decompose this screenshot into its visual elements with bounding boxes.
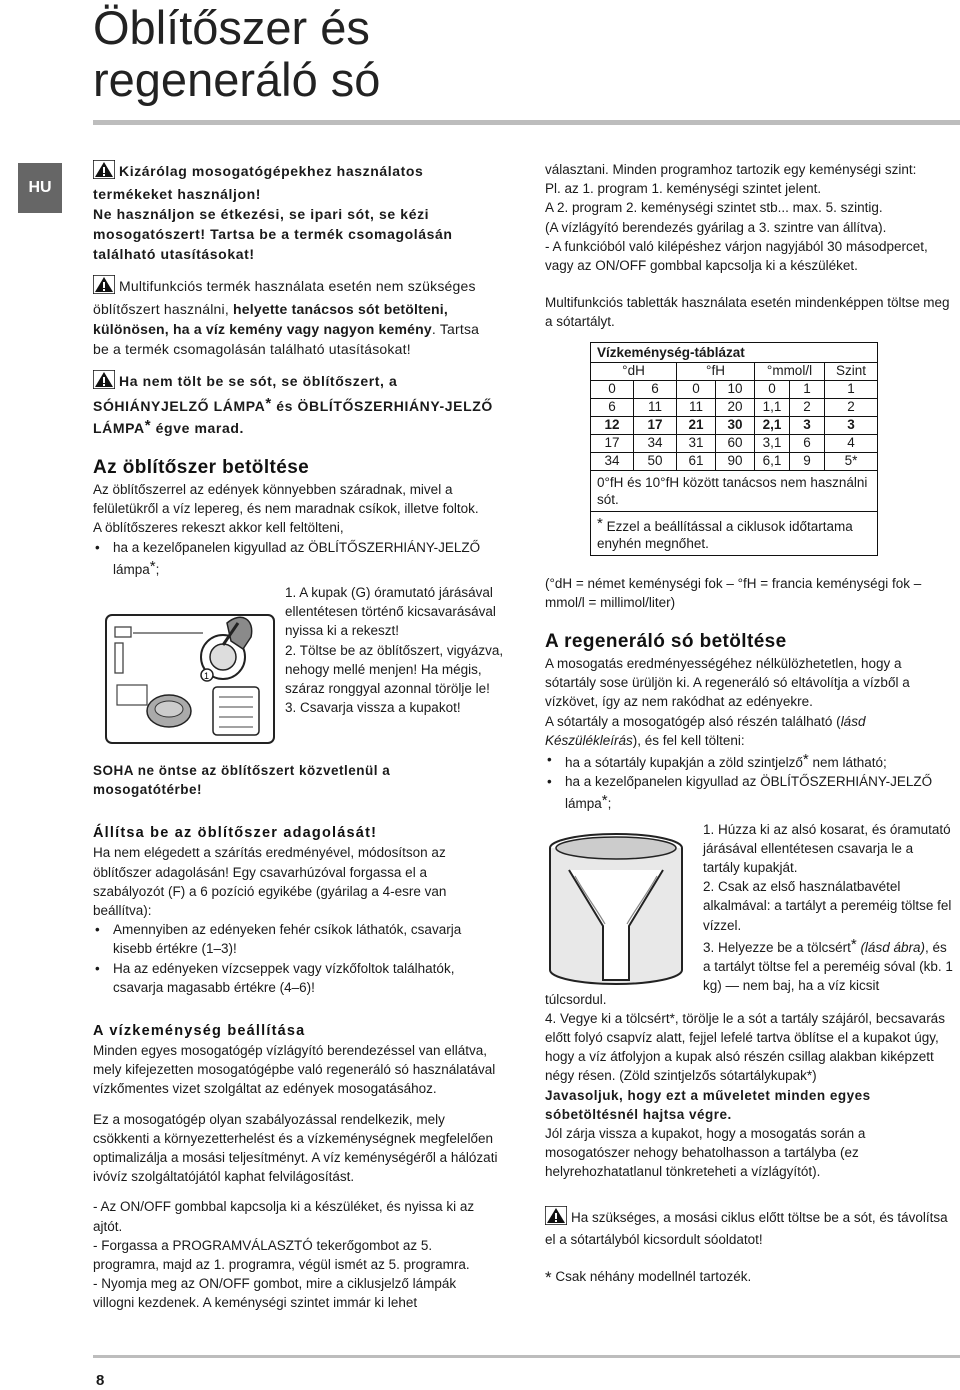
salt-paragraph-2 (545, 712, 952, 750)
table-row (591, 399, 877, 417)
warning-2-text-b: helyette tanácsos sót betölteni, különösen, ha a víz kemény vagy nagyon kemény (93, 301, 448, 337)
warning-2-text-a: Multifunkciós termék használata esetén nem szükséges öblítőszert használni, (93, 278, 476, 317)
cell: 21 (677, 417, 716, 434)
cell: 9 (790, 453, 825, 470)
recommendation: Javasoljuk, hogy ezt a műveletet minden egyes sóbetöltésnél hajtsa végre. (545, 1087, 871, 1122)
title-line-1: Öblítőszer és (93, 1, 370, 54)
rinse-aid-steps (285, 583, 505, 717)
asterisk: * (601, 792, 608, 810)
multi-tablet-note: Multifunkciós tabletták használata esetén mindenképpen töltse meg a sótartályt. (545, 295, 950, 330)
cell: 61 (677, 453, 716, 470)
cell: 1 (847, 380, 855, 396)
asterisk: * (149, 557, 156, 575)
step-2: 2. Töltse be az öblítőszert, vigyázva, nehogy mellé menjen! Ha mégis, száraz ronggyal azonnal törölje le! (285, 642, 504, 697)
table-row (591, 453, 877, 471)
asterisk: * (265, 395, 272, 412)
units-note: (°dH = német keménységi fok – °fH = francia keménységi fok – mmol/l = millimol/liter) (545, 575, 922, 610)
water-hardness-heading: A vízkeménység beállítása (93, 1023, 306, 1040)
page-title (93, 2, 793, 106)
overflow-text: túlcsordul. (545, 991, 607, 1007)
cell: 2 (847, 398, 855, 414)
cell: 0 (677, 381, 716, 398)
water-hardness-paragraph-1: Minden egyes mosogatógép vízlágyító berendezéssel van ellátva, mely kifejezetten mosogatógépbe való regeneráló só használatával vízkőmentes vizet szolgáltat az edények mosogatásához. (93, 1043, 496, 1097)
table-row (591, 381, 877, 399)
warning-3-text-b: és ÖBLÍTŐSZERHIÁNY-JELZŐ LÁMPA (93, 398, 493, 436)
cell: 30 (716, 417, 755, 434)
salt-bullets (545, 750, 952, 814)
cell: 17 (634, 417, 677, 434)
cell: 3 (790, 417, 825, 434)
list-item (545, 772, 952, 813)
cell: 6 (634, 381, 677, 398)
list-item (93, 538, 498, 579)
table-row (591, 435, 877, 453)
cell: 0 (755, 381, 790, 398)
step-1: 1. A kupak (G) óramutató járásával ellentétesen történő kicsavarásával nyissa ki a rekeszt! (285, 585, 496, 639)
right-column (545, 160, 952, 1286)
note-2-text: Ezzel a beállítással a ciklusok időtartama enyhén megnőhet. (597, 518, 853, 551)
salt-step-1: 1. Húzza ki az alsó kosarat, és óramutató járásával ellentétesen csavarja le a tartály kupakját. (703, 821, 951, 876)
salt-p2-italic: lásd Készülékleírás (545, 713, 866, 748)
header-fh: °fH (677, 363, 755, 380)
warning-block-3 (93, 370, 498, 438)
hardness-table (590, 342, 878, 556)
salt-bullet-2-end: ; (607, 796, 612, 812)
left-column (93, 160, 504, 1313)
svg-text:1: 1 (204, 671, 210, 682)
cell: 6,1 (755, 453, 790, 470)
cell: 34 (591, 453, 634, 470)
warning-icon (93, 160, 115, 184)
cell: 20 (716, 399, 755, 416)
cell: 34 (634, 435, 677, 452)
warning-block-2 (93, 275, 498, 359)
close-cap-note: Jól zárja vissza a kupakot, hogy a mosogatás során a mosogatószer nehogy behatolhasson a tartályba (ez helyrehozhatatlanul tönkreteheti a vízlágyítót). (545, 1126, 866, 1180)
asterisk: * (850, 935, 857, 953)
asterisk: * (597, 514, 603, 532)
intro-line-4: (A vízlágyító berendezés gyárilag a 3. szintre van állítva). (545, 219, 887, 235)
salt-step-3-b: , és a tartályt töltse fel a pereméig sóval (kb. 1 kg) — nem baj, ha a víz kicsit (703, 939, 953, 994)
cell: 2 (790, 399, 825, 416)
never-pour-note: SOHA ne öntse az öblítőszert közvetlenül a mosogatótérbe! (93, 763, 391, 798)
cell: 11 (634, 399, 677, 416)
header-dh: °dH (591, 363, 677, 380)
warning-1-line-1: Kizárólag mosogatógépekhez használatos termékeket használjon! (93, 163, 424, 202)
hardness-step-2: - Forgassa a PROGRAMVÁLASZTÓ tekerőgombot az 5. programra, majd az 1. programra, végül ismét az 5. programra. (93, 1237, 470, 1273)
asterisk: * (802, 751, 809, 769)
intro-line-2: Pl. az 1. program 1. keménységi szintet jelent. (545, 181, 822, 197)
cell: 90 (716, 453, 755, 470)
table-row-default (591, 417, 877, 435)
language-tab: HU (18, 163, 62, 213)
salt-paragraph-1: A mosogatás eredményességéhez nélkülözhetetlen, hogy a sótartály sose ürüljön ki. A regeneráló só eltávolítja a vízből a vízkövet, így az nem rakódhat az edényekre. (545, 656, 910, 710)
title-rule (93, 120, 960, 125)
asterisk: * (144, 417, 152, 434)
salt-heading: A regeneráló só betöltése (545, 631, 787, 653)
cell: 0 (591, 381, 634, 398)
warning-block-1 (93, 160, 498, 264)
cell: 2,1 (755, 417, 790, 434)
cell: 31 (677, 435, 716, 452)
dosage-bullets (93, 920, 498, 997)
footnote-text: Csak néhány modellnél tartozék. (555, 1269, 752, 1285)
salt-figure-row (545, 820, 953, 994)
warning-3-text-a: Ha nem tölt be se sót, se öblítőszert, a SÓHIÁNYJELZŐ LÁMPA (93, 373, 398, 414)
final-warning (545, 1206, 952, 1249)
cell: 10 (716, 381, 755, 398)
warning-icon (93, 275, 115, 299)
list-item: • Amennyiben az edényeken fehér csíkok láthatók, csavarja kisebb értékre (1–3)! (93, 920, 498, 958)
salt-bullet-1-end: nem látható; (808, 755, 887, 771)
warning-icon (93, 370, 115, 394)
rinse-aid-bullet-text: ha a kezelőpanelen kigyullad az ÖBLÍTŐSZERHIÁNY-JELZŐ lámpa (113, 539, 481, 577)
warning-icon (545, 1206, 567, 1230)
step-3: 3. Csavarja vissza a kupakot! (285, 700, 461, 716)
hardness-step-1: - Az ON/OFF gombbal kapcsolja ki a készüléket, és nyissa ki az ajtót. (93, 1199, 475, 1234)
rinse-aid-bullets (93, 538, 498, 579)
rinse-aid-bullet-end: ; (155, 561, 160, 577)
cell: 6 (790, 435, 825, 452)
warning-3-text-c: égve marad. (151, 420, 244, 436)
final-warning-text: Ha szükséges, a mosási ciklus előtt töltse be a sót, és távolítsa el a sótartályból kicsordult sóoldatot! (545, 1209, 948, 1247)
footnote (545, 1267, 952, 1286)
header-level: Szint (835, 362, 866, 378)
rinse-aid-figure-row (93, 583, 504, 761)
water-hardness-paragraph-2: Ez a mosogatógép olyan szabályozással rendelkezik, mely csökkenti a környezetterhelést és a vízkeménységnek megfelelően optimalizálja a mosási teljesítményt. A víz keménységéről a hálózati ivóvíz szolgáltatójától kaphat felvilágosítást. (93, 1111, 498, 1185)
cell: 6 (591, 399, 634, 416)
rinse-aid-dispenser-illustration (103, 605, 279, 747)
cell: 12 (591, 417, 634, 434)
list-item (545, 750, 952, 772)
hardness-table-header (591, 363, 877, 381)
intro-line-1: választani. Minden programhoz tartozik egy keménységi szint: (545, 162, 917, 177)
salt-step-4: 4. Vegye ki a tölcsért*, törölje le a sót a tartály szájáról, becsavarás előtt folyó csapvíz alatt, fejjel lefelé tartva öblítse el a kupakot úgy, hogy a víz átfolyjon a kupak alsó részén csillag alakban kiképzett négy résen. (Zöld szintjelzős sótartálykupak*) (545, 1010, 945, 1084)
salt-bullet-1: ha a sótartály kupakján a zöld szintjelző (565, 755, 803, 771)
title-line-2: regeneráló só (93, 53, 381, 106)
asterisk: * (545, 1268, 552, 1288)
hardness-table-title: Vízkeménység-táblázat (591, 343, 877, 363)
salt-step-3-italic: (lásd ábra) (860, 939, 925, 955)
salt-steps (703, 820, 953, 996)
rinse-aid-heading: Az öblítőszer betöltése (93, 457, 310, 478)
cell: 3 (847, 416, 855, 432)
cell: 1,1 (755, 399, 790, 416)
footer-rule (93, 1355, 960, 1358)
cell: 60 (716, 435, 755, 452)
cell: 1 (790, 381, 825, 398)
dosage-paragraph: Ha nem elégedett a szárítás eredményével, módosítson az öblítőszer adagolásán! Egy csavarhúzóval forgassa el a szabályozót (F) a 6 pozíció egyikébe (gyárilag a 4-esre van beállítva): (93, 845, 447, 919)
cell: 50 (634, 453, 677, 470)
cell: 3,1 (755, 435, 790, 452)
salt-bullet-2: ha a kezelőpanelen kigyullad az ÖBLÍTŐSZERHIÁNY-JELZŐ lámpa (565, 774, 933, 812)
salt-step-3 (703, 935, 953, 996)
hardness-step-3: - Nyomja meg az ON/OFF gombot, mire a ciklusjelző lámpák villogni kezdenek. A keménységi szintet immár ki lehet (93, 1276, 457, 1311)
salt-p2-b: ), és fel kell tölteni: (632, 732, 745, 748)
rinse-aid-paragraph-1: Az öblítőszerrel az edények könnyebben száradnak, mivel a felületükről a víz lepereg, és nem maradnak csíkok, illetve foltok. (93, 482, 479, 517)
page-number: 8 (96, 1372, 105, 1389)
intro-line-5: - A funkcióból való kilépéshez várjon nagyjából 30 másodpercet, vagy az ON/OFF gombbal kapcsolja ki a készüléket. (545, 238, 928, 274)
list-item: • Ha az edényeken vízcseppek vagy vízkőfoltok találhatók, csavarja magasabb értékre (4–6)! (93, 959, 498, 997)
hardness-table-note-1: 0°fH és 10°fH között tanácsos nem használni sót. (591, 471, 877, 512)
rinse-aid-paragraph-2: A öblítőszeres rekeszt akkor kell feltölteni, (93, 520, 344, 536)
salt-step-2: 2. Csak az első használatbavétel alkalmával: a tartályt a pereméig töltse fel vízzel. (703, 879, 952, 933)
dosage-heading: Állítsa be az öblítőszer adagolását! (93, 825, 378, 842)
cell: 17 (591, 435, 634, 452)
cell: 5* (844, 452, 858, 468)
cell: 4 (847, 434, 855, 450)
intro-line-3: A 2. program 2. keménységi szintet stb... max. 5. szintig. (545, 200, 883, 216)
cell: 11 (677, 399, 716, 416)
salt-step-3-a: 3. Helyezze be a tölcsért (703, 939, 851, 955)
hardness-table-note-2 (591, 512, 877, 555)
warning-2-text-c: . Tartsa be a termék csomagolásán található utasításokat! (93, 321, 480, 357)
salt-p2-a: A sótartály a mosogatógép alsó részén található ( (545, 713, 841, 729)
warning-1-line-2: Ne használjon se étkezési, se ipari sót, se kézi mosogatószert! Tartsa be a termék csomagolásán található utasításokat! (93, 206, 453, 262)
salt-container-illustration (545, 830, 687, 986)
header-mmol: °mmol/l (755, 363, 825, 380)
